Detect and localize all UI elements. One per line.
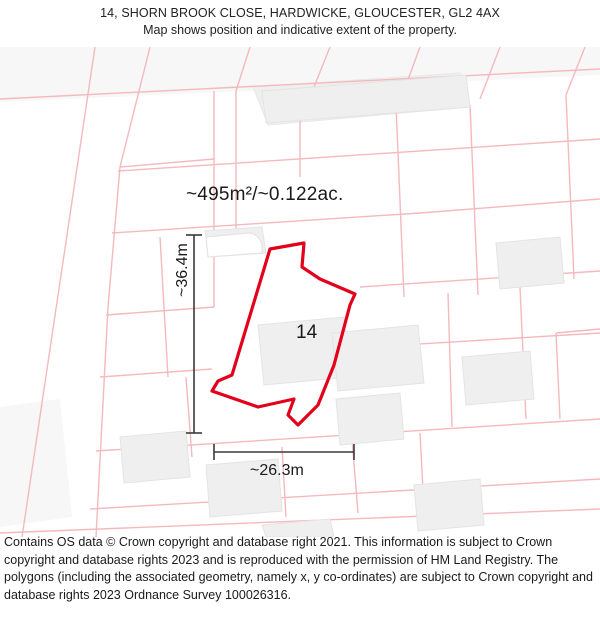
map-header [0, 0, 600, 47]
property-address: 14, SHORN BROOK CLOSE, HARDWICKE, GLOUCESTER, GL2 4AX [100, 6, 500, 20]
width-dimension-label: ~26.3m [250, 462, 304, 479]
map-caption: Map shows position and indicative extent of the property. [143, 23, 457, 37]
area-label: ~495m²/~0.122ac. [186, 184, 344, 205]
height-dimension-label: ~36.4m [174, 243, 191, 297]
copyright-notice: Contains OS data © Crown copyright and database right 2021. This information is subject to Crown copyright and database rights 2023 and is reproduced with the permission of HM Land Registry. The polygons (including the associated geometry, namely x, y co-ordinates) are subject to Crown copyright and database rights 2023 Ordnance Survey 100026316. [4, 535, 593, 602]
plot-outbuilding [206, 233, 262, 257]
plot-number-label: 14 [296, 322, 318, 343]
map-canvas[interactable] [0, 47, 600, 537]
